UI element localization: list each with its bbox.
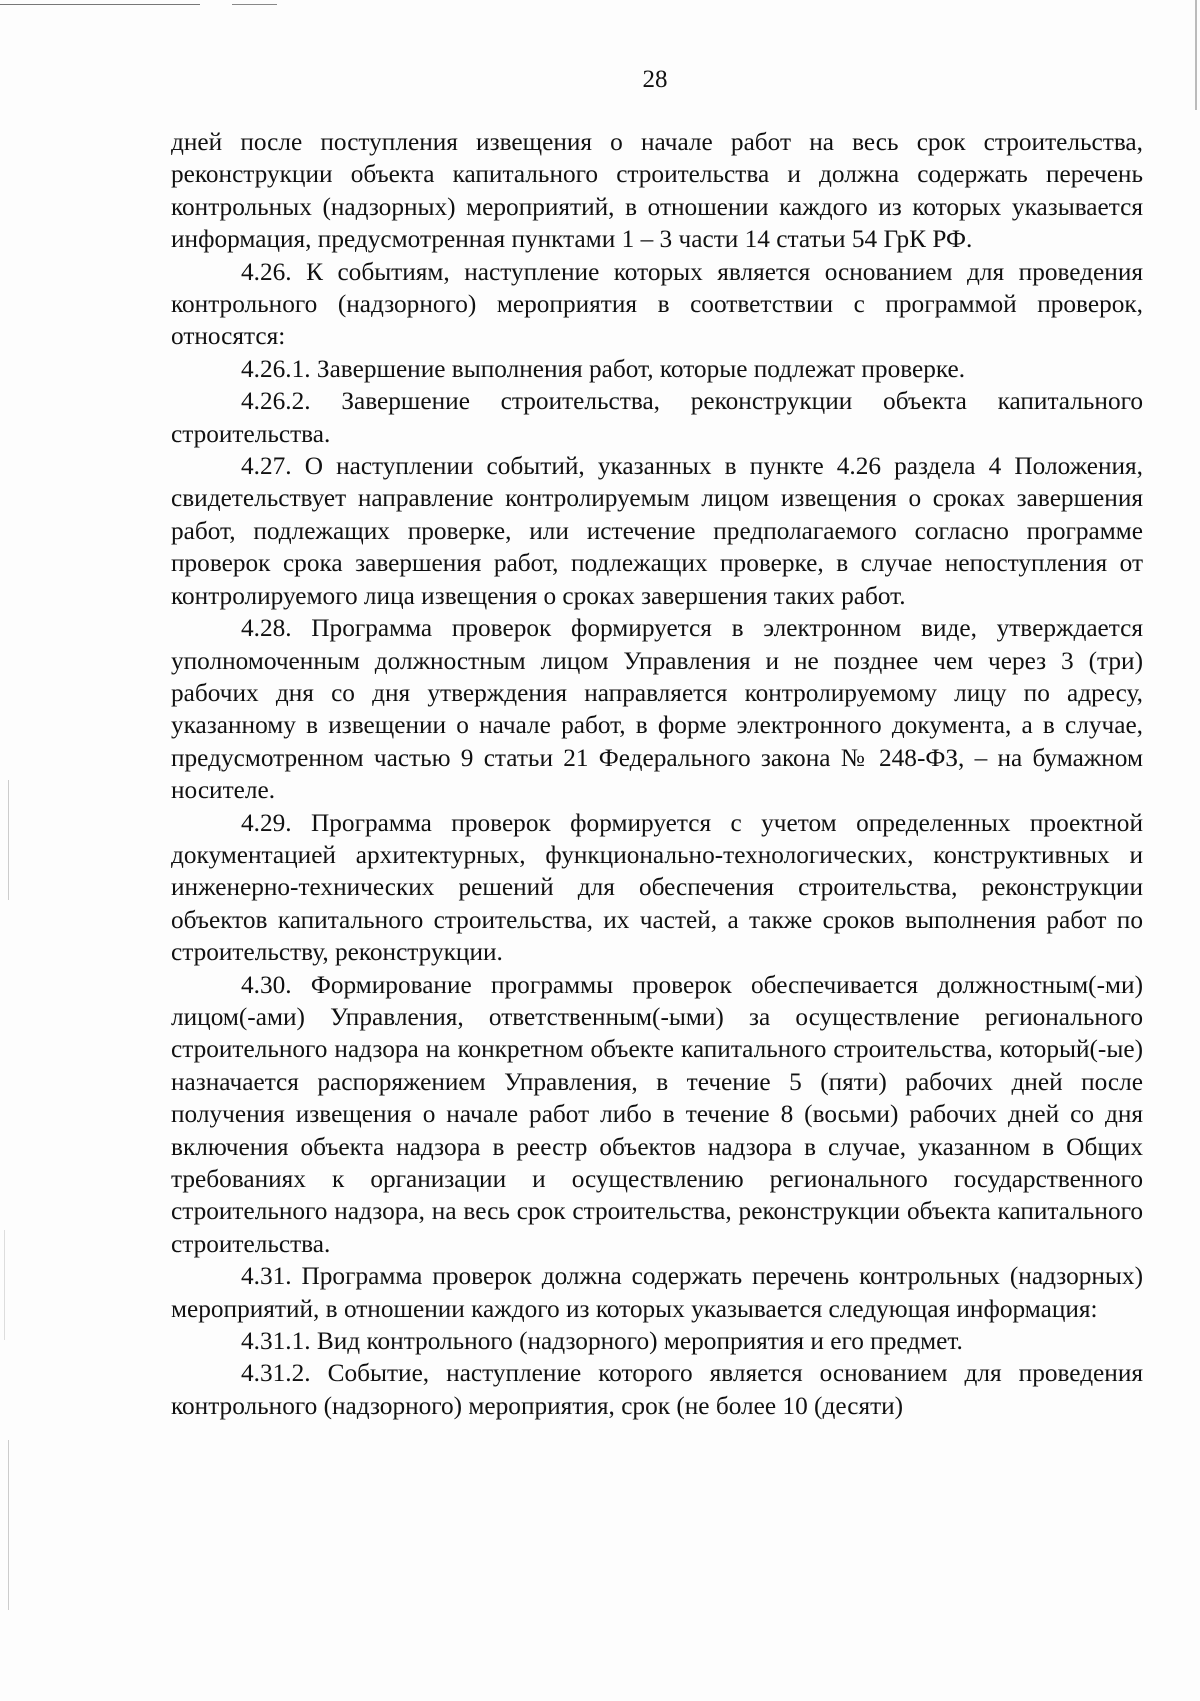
paragraph-4-30: 4.30. Формирование программы проверок обеспечивается должностным(-ми) лицом(-ами) Управления, ответственным(-ыми) за осуществление регионального строительного надзора на конкретном объекте капитального строительства, который(-ые) назначается распоряжением Управления, в течение 5 (пяти) рабочих дней после получения извещения о начале работ либо в течение 8 (восьми) рабочих дней со дня включения объекта надзора в реестр объектов надзора в случае, указанном в Общих требованиях к организации и осуществлению регионального государственного строительного надзора, на весь срок строительства, реконструкции объекта капитального строительства. — [171, 970, 1143, 1258]
document-body — [171, 126, 1143, 1422]
page-number: 28 — [642, 66, 668, 93]
paragraph-4-26-1: 4.26.1. Завершение выполнения работ, которые подлежат проверке. — [241, 354, 966, 383]
scan-edge-line — [8, 780, 9, 900]
paragraph-continuation: дней после поступления извещения о начале работ на весь срок строительства, реконструкции объекта капитального строительства и должна содержать перечень контрольных (надзорных) мероприятий, в отношении каждого из которых указывается информация, предусмотренная пунктами 1 – 3 части 14 статьи 54 ГрК РФ. — [171, 128, 1143, 254]
scan-edge-line — [8, 1440, 9, 1610]
paragraph-4-31: 4.31. Программа проверок должна содержать перечень контрольных (надзорных) мероприятий, в отношении каждого из которых указывается следующая информация: — [171, 1262, 1143, 1323]
paragraph-4-31-1: 4.31.1. Вид контрольного (надзорного) мероприятия и его предмет. — [241, 1327, 963, 1356]
paragraph-4-26-2: 4.26.2. Завершение строительства, реконструкции объекта капитального строительства. — [171, 387, 1143, 448]
scan-edge-line — [232, 4, 277, 5]
paragraph-4-28: 4.28. Программа проверок формируется в электронном виде, утверждается уполномоченным должностным лицом Управления и не позднее чем через 3 (три) рабочих дня со дня утверждения направляется контролируемому лицу по адресу, указанному в извещении о начале работ, в форме электронного документа, а в случае, предусмотренном частью 9 статьи 21 Федерального закона № 248-ФЗ, – на бумажном носителе. — [171, 614, 1143, 805]
scan-edge-line — [0, 4, 200, 5]
paragraph-4-29: 4.29. Программа проверок формируется с учетом определенных проектной документацией архитектурных, функционально-технологических, конструктивных и инженерно-технических решений для обеспечения строительства, реконструкции объектов капитального строительства, их частей, а также сроков выполнения работ по строительству, реконструкции. — [171, 808, 1143, 967]
paragraph-4-27: 4.27. О наступлении событий, указанных в пункте 4.26 раздела 4 Положения, свидетельствует направление контролируемым лицом извещения о сроках завершения работ, подлежащих проверке, или истечение предполагаемого согласно программе проверок срока завершения работ, подлежащих проверке, в случае непоступления от контролируемого лица извещения о сроках завершения таких работ. — [171, 452, 1143, 610]
paragraph-4-26: 4.26. К событиям, наступление которых является основанием для проведения контрольного (надзорного) мероприятия в соответствии с программой проверок, относятся: — [171, 257, 1143, 351]
scan-edge-line — [4, 1230, 5, 1340]
paragraph-4-31-2: 4.31.2. Событие, наступление которого является основанием для проведения контрольного (надзорного) мероприятия, срок (не более 10 (десяти) — [171, 1359, 1143, 1420]
